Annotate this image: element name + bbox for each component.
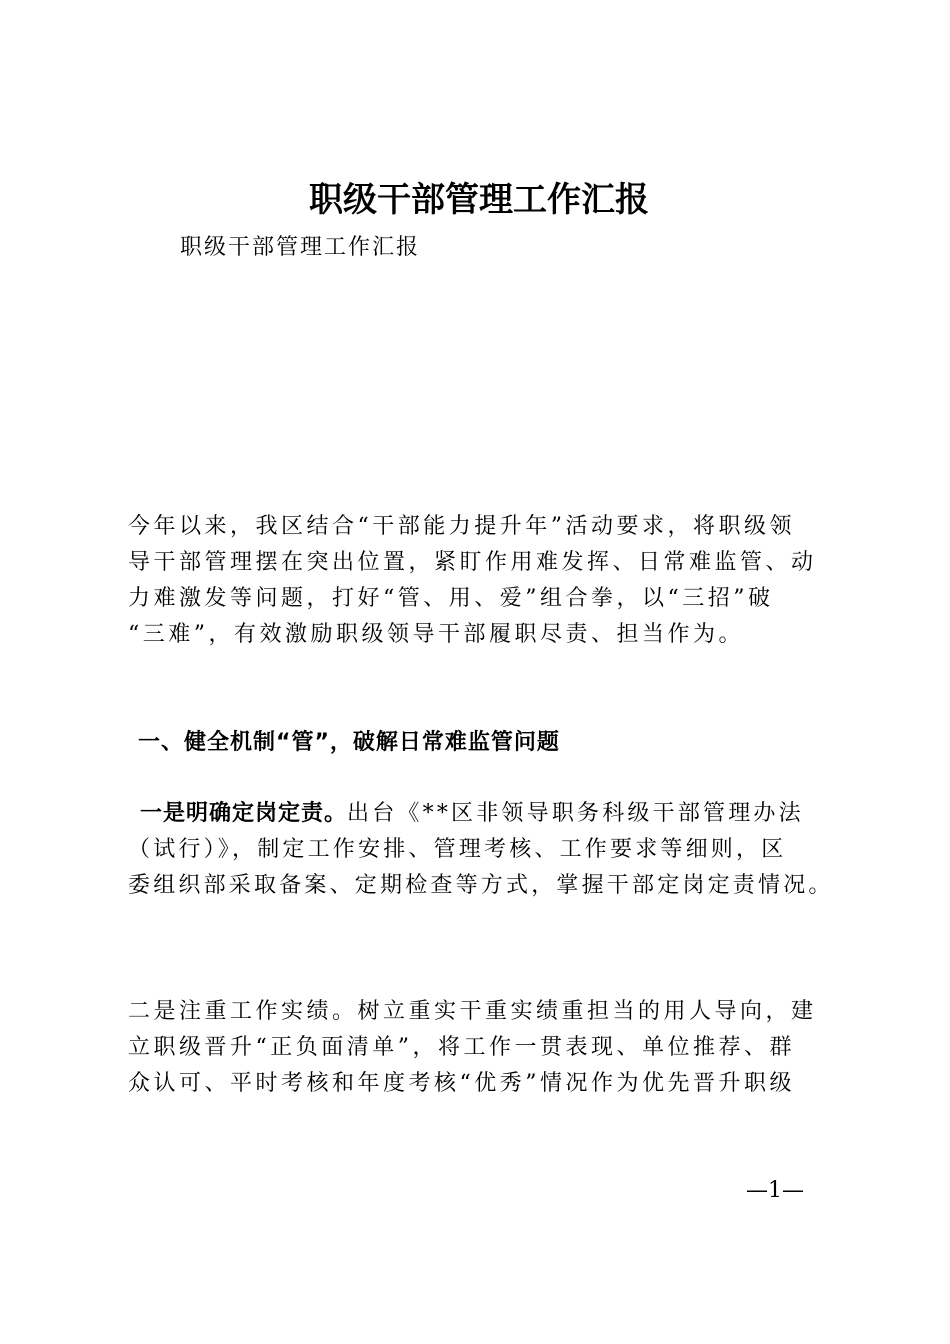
point1-first-line-rest: 出台《**区非领导职务科级干部管理办法 xyxy=(347,801,804,826)
point1-line: （试行）》，制定工作安排、管理考核、工作要求等细则，区 xyxy=(128,837,787,862)
point2-line: 立职级晋升“正负面清单”，将工作一贯表现、单位推荐、群 xyxy=(128,1035,795,1060)
intro-line: 力难激发等问题，打好“管、用、爱”组合拳，以“三招”破 xyxy=(128,586,774,611)
intro-line: 今年以来，我区结合“干部能力提升年”活动要求，将职级领 xyxy=(128,514,795,539)
intro-paragraph xyxy=(128,509,830,653)
document-subtitle: 职级干部管理工作汇报 xyxy=(180,235,421,260)
document-title: 职级干部管理工作汇报 xyxy=(309,180,649,220)
section-heading: 一、健全机制“管”，破解日常难监管问题 xyxy=(138,730,560,755)
intro-line: 导干部管理摆在突出位置，紧盯作用难发挥、日常难监管、动 xyxy=(128,550,817,575)
point1-first-line xyxy=(128,796,830,832)
point1-lead: 一是明确定岗定责。 xyxy=(140,801,348,826)
point2-paragraph xyxy=(128,994,830,1102)
intro-line: “三难”，有效激励职级领导干部履职尽责、担当作为。 xyxy=(128,622,744,647)
page-number: —1— xyxy=(746,1178,804,1203)
point2-line: 众认可、平时考核和年度考核“优秀”情况作为优先晋升职级 xyxy=(128,1071,795,1096)
point1-paragraph xyxy=(128,796,834,904)
point2-line: 二是注重工作实绩。树立重实干重实绩重担当的用人导向，建 xyxy=(128,999,817,1024)
point1-line: 委组织部采取备案、定期检查等方式，掌握干部定岗定责情况。 xyxy=(128,873,834,898)
